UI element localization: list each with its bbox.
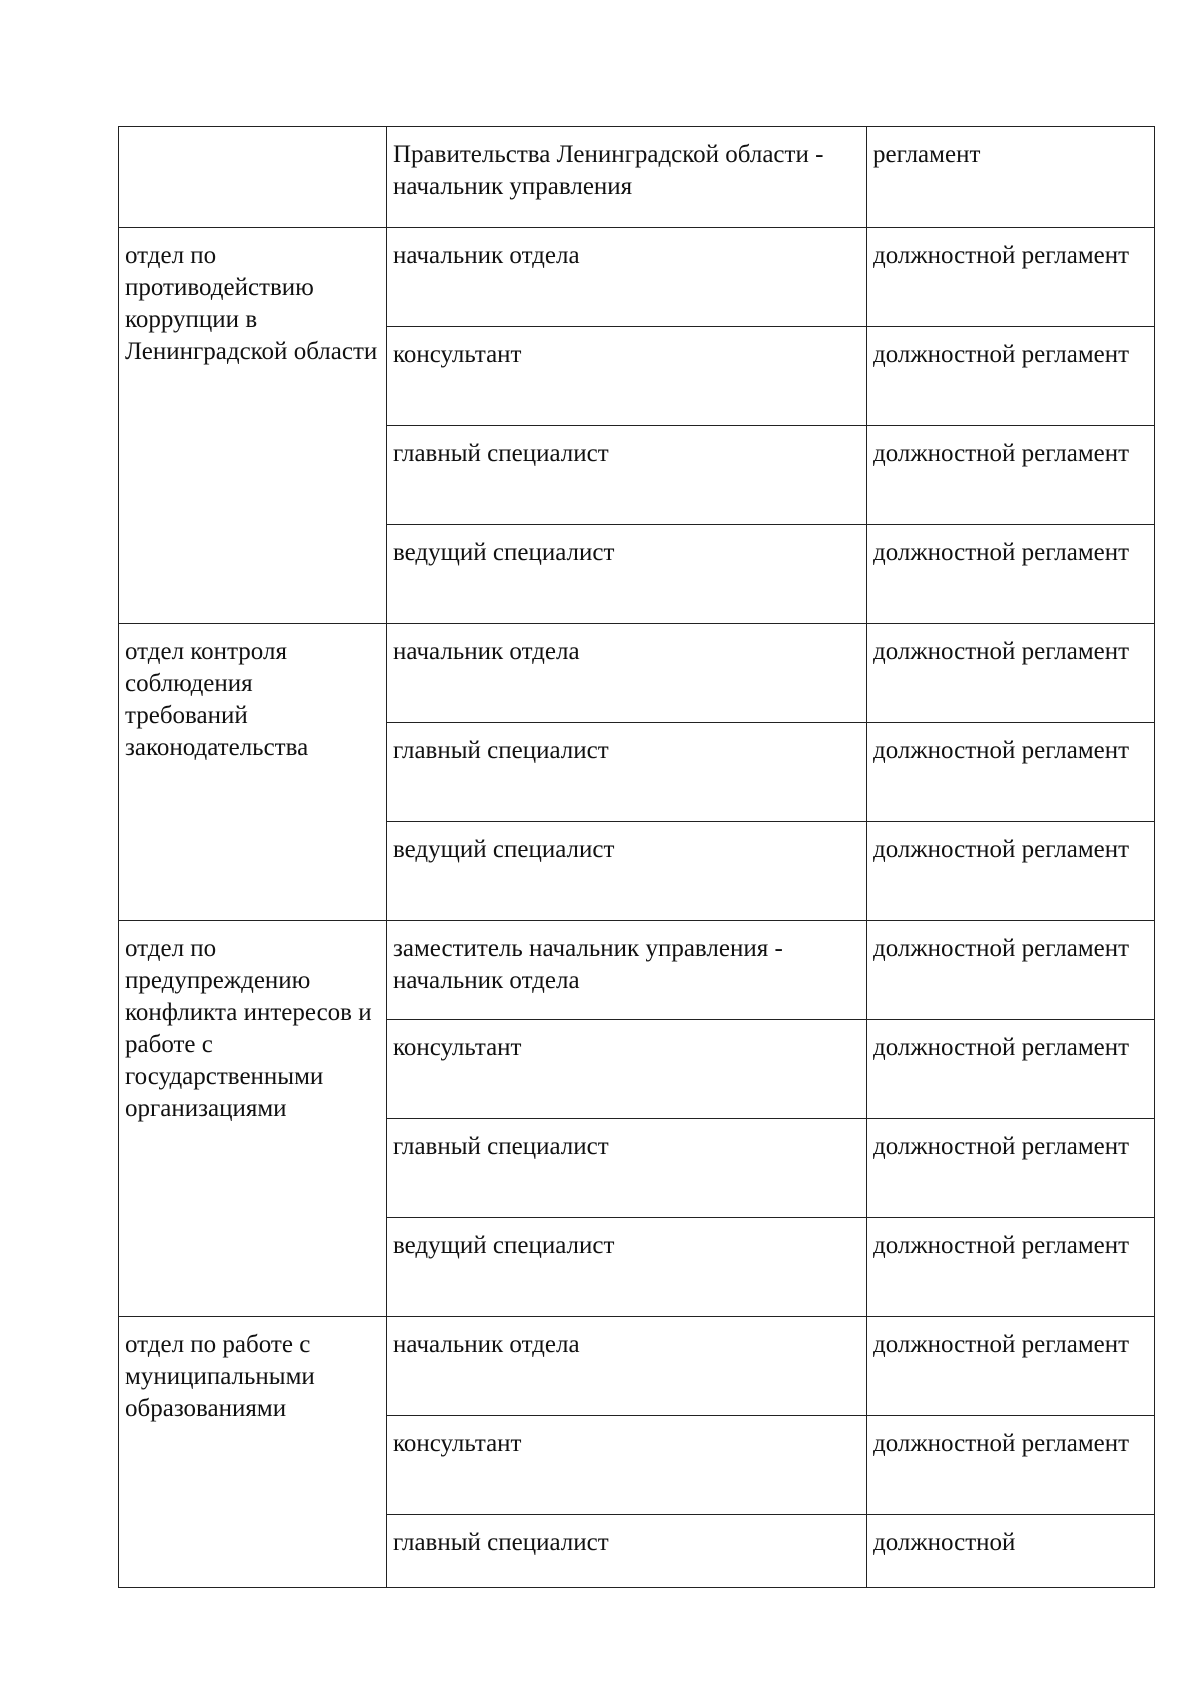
positions-table xyxy=(118,126,1155,1588)
position-cell: начальник отдела xyxy=(387,1317,867,1416)
position-cell: главный специалист xyxy=(387,723,867,822)
table-row xyxy=(119,1317,1155,1416)
position-cell: главный специалист xyxy=(387,1119,867,1218)
document-cell: должностной регламент xyxy=(867,1218,1155,1317)
unit-cell xyxy=(119,127,387,228)
position-cell: ведущий специалист xyxy=(387,1218,867,1317)
document-cell: должностной регламент xyxy=(867,1119,1155,1218)
document-cell: должностной регламент xyxy=(867,921,1155,1020)
department-cell: отдел по противодействию коррупции в Ленинградской области xyxy=(119,228,387,624)
position-cell: главный специалист xyxy=(387,1515,867,1588)
table-row xyxy=(119,624,1155,723)
table-row xyxy=(119,921,1155,1020)
department-cell: отдел по предупреждению конфликта интересов и работе с государственными организациями xyxy=(119,921,387,1317)
position-cell: консультант xyxy=(387,1020,867,1119)
table-row xyxy=(119,228,1155,327)
department-cell: отдел по работе с муниципальными образованиями xyxy=(119,1317,387,1588)
document-cell: должностной регламент xyxy=(867,525,1155,624)
document-cell: должностной регламент xyxy=(867,327,1155,426)
document-cell: должностной регламент xyxy=(867,426,1155,525)
position-cell: ведущий специалист xyxy=(387,525,867,624)
document-cell: должностной регламент xyxy=(867,624,1155,723)
position-cell: начальник отдела xyxy=(387,624,867,723)
position-cell: заместитель начальник управления - начальник отдела xyxy=(387,921,867,1020)
document-cell: должностной регламент xyxy=(867,228,1155,327)
position-cell: консультант xyxy=(387,327,867,426)
department-cell: отдел контроля соблюдения требований законодательства xyxy=(119,624,387,921)
position-cell: ведущий специалист xyxy=(387,822,867,921)
position-cell: консультант xyxy=(387,1416,867,1515)
document-cell: должностной регламент xyxy=(867,723,1155,822)
position-cell: Правительства Ленинградской области - начальник управления xyxy=(387,127,867,228)
document-cell: должностной регламент xyxy=(867,1020,1155,1119)
document-cell: должностной xyxy=(867,1515,1155,1588)
table-row xyxy=(119,127,1155,228)
document-cell: регламент xyxy=(867,127,1155,228)
position-cell: главный специалист xyxy=(387,426,867,525)
document-cell: должностной регламент xyxy=(867,822,1155,921)
position-cell: начальник отдела xyxy=(387,228,867,327)
document-cell: должностной регламент xyxy=(867,1416,1155,1515)
document-cell: должностной регламент xyxy=(867,1317,1155,1416)
